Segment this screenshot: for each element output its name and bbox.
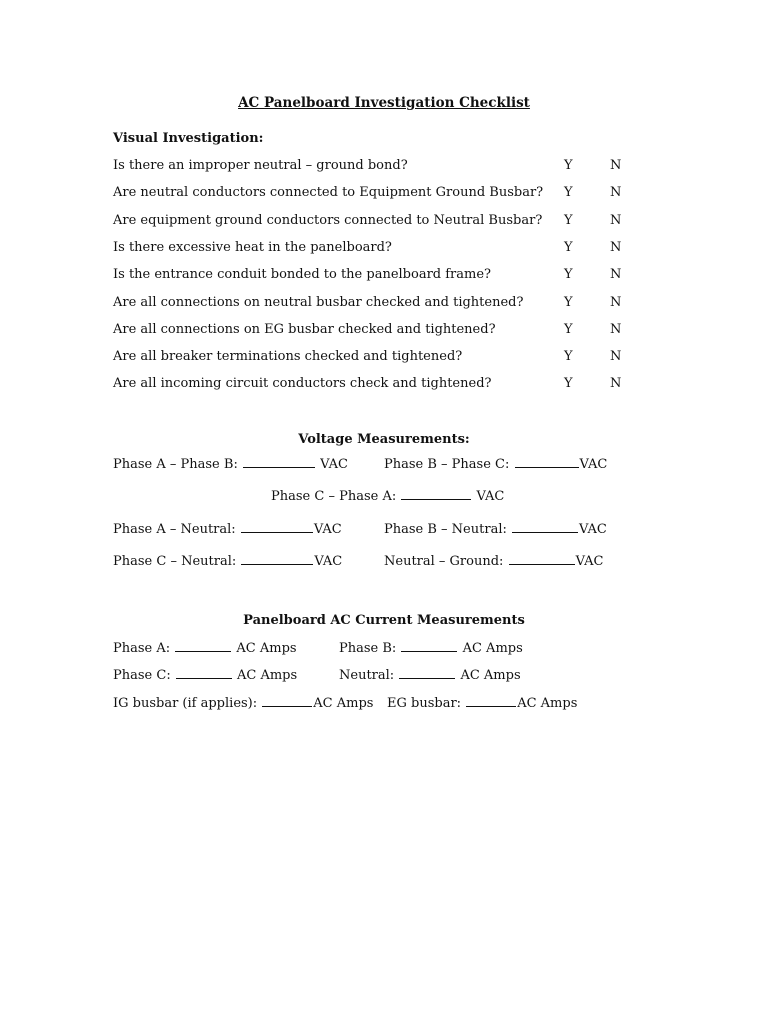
phase-a-current-label: Phase A: — [113, 641, 171, 656]
page-title: AC Panelboard Investigation Checklist — [238, 95, 530, 111]
no-option[interactable]: N — [610, 267, 622, 282]
no-option[interactable]: N — [610, 185, 622, 200]
phase-a-b-label: Phase A – Phase B: — [113, 457, 238, 472]
yes-option[interactable]: Y — [564, 240, 573, 255]
phase-c-neutral-unit: VAC — [314, 554, 343, 569]
checklist-question: Are all connections on neutral busbar checked and tightened? — [113, 295, 524, 310]
checklist-question: Are equipment ground conductors connected to Neutral Busbar? — [113, 213, 543, 228]
yes-option[interactable]: Y — [564, 322, 573, 337]
phase-c-current-unit: AC Amps — [236, 668, 298, 683]
no-option[interactable]: N — [610, 322, 622, 337]
ig-busbar-unit: AC Amps — [313, 696, 374, 711]
phase-b-c-label: Phase B – Phase C: — [384, 457, 510, 472]
voltage-heading: Voltage Measurements: — [298, 432, 470, 447]
no-option[interactable]: N — [610, 376, 622, 391]
phase-a-neutral-label: Phase A – Neutral: — [113, 522, 236, 537]
neutral-current-row — [339, 667, 521, 684]
eg-busbar-field[interactable] — [466, 695, 516, 707]
phase-a-neutral-field[interactable] — [241, 521, 313, 533]
neutral-ground-unit: VAC — [575, 554, 604, 569]
neutral-current-field[interactable] — [399, 667, 455, 679]
no-option[interactable]: N — [610, 240, 622, 255]
ig-busbar-row — [113, 695, 373, 712]
no-option[interactable]: N — [610, 295, 622, 310]
phase-a-b-field[interactable] — [243, 456, 315, 468]
phase-a-current-unit: AC Amps — [236, 641, 297, 656]
phase-b-c-row — [384, 456, 607, 473]
neutral-current-label: Neutral: — [339, 668, 395, 683]
neutral-ground-field[interactable] — [509, 553, 575, 565]
neutral-ground-label: Neutral – Ground: — [384, 554, 504, 569]
yes-option[interactable]: Y — [564, 213, 573, 228]
no-option[interactable]: N — [610, 349, 622, 364]
phase-b-current-label: Phase B: — [339, 641, 397, 656]
ig-busbar-label: IG busbar (if applies): — [113, 696, 258, 711]
phase-b-c-field[interactable] — [515, 456, 579, 468]
phase-a-b-row — [113, 456, 348, 473]
phase-c-current-label: Phase C: — [113, 668, 171, 683]
checklist-question: Are all connections on EG busbar checked and tightened? — [113, 322, 496, 337]
yes-option[interactable]: Y — [564, 185, 573, 200]
phase-c-neutral-row — [113, 553, 342, 570]
phase-c-a-row — [271, 488, 504, 505]
visual-investigation-heading: Visual Investigation: — [113, 131, 264, 146]
phase-a-current-field[interactable] — [175, 640, 231, 652]
phase-b-neutral-label: Phase B – Neutral: — [384, 522, 507, 537]
current-heading: Panelboard AC Current Measurements — [243, 613, 525, 628]
checklist-question: Are all breaker terminations checked and tightened? — [113, 349, 463, 364]
phase-c-a-label: Phase C – Phase A: — [271, 489, 397, 504]
eg-busbar-label: EG busbar: — [387, 696, 462, 711]
phase-c-current-field[interactable] — [176, 667, 232, 679]
checklist-question: Are all incoming circuit conductors check and tightened? — [113, 376, 492, 391]
no-option[interactable]: N — [610, 213, 622, 228]
yes-option[interactable]: Y — [564, 349, 573, 364]
phase-a-b-unit: VAC — [320, 457, 348, 472]
eg-busbar-row — [387, 695, 577, 712]
phase-b-c-unit: VAC — [579, 457, 608, 472]
checklist-question: Is there excessive heat in the panelboard? — [113, 240, 392, 255]
phase-b-neutral-unit: VAC — [579, 522, 607, 537]
yes-option[interactable]: Y — [564, 158, 573, 173]
yes-option[interactable]: Y — [564, 376, 573, 391]
neutral-ground-row — [384, 553, 603, 570]
phase-b-neutral-field[interactable] — [512, 521, 578, 533]
yes-option[interactable]: Y — [564, 295, 573, 310]
checklist-question: Is there an improper neutral – ground bond? — [113, 158, 408, 173]
checklist-question: Is the entrance conduit bonded to the panelboard frame? — [113, 267, 492, 282]
phase-c-current-row — [113, 667, 297, 684]
eg-busbar-unit: AC Amps — [517, 696, 578, 711]
ig-busbar-field[interactable] — [262, 695, 312, 707]
yes-option[interactable]: Y — [564, 267, 573, 282]
phase-c-a-field[interactable] — [401, 488, 471, 500]
phase-c-neutral-field[interactable] — [241, 553, 313, 565]
neutral-current-unit: AC Amps — [460, 668, 521, 683]
phase-c-neutral-label: Phase C – Neutral: — [113, 554, 237, 569]
phase-a-current-row — [113, 640, 297, 657]
phase-b-current-unit: AC Amps — [462, 641, 523, 656]
phase-b-current-field[interactable] — [401, 640, 457, 652]
phase-a-neutral-row — [113, 521, 342, 538]
phase-b-current-row — [339, 640, 523, 657]
phase-a-neutral-unit: VAC — [313, 522, 342, 537]
phase-c-a-unit: VAC — [476, 489, 505, 504]
phase-b-neutral-row — [384, 521, 607, 538]
no-option[interactable]: N — [610, 158, 622, 173]
checklist-question: Are neutral conductors connected to Equipment Ground Busbar? — [113, 185, 544, 200]
